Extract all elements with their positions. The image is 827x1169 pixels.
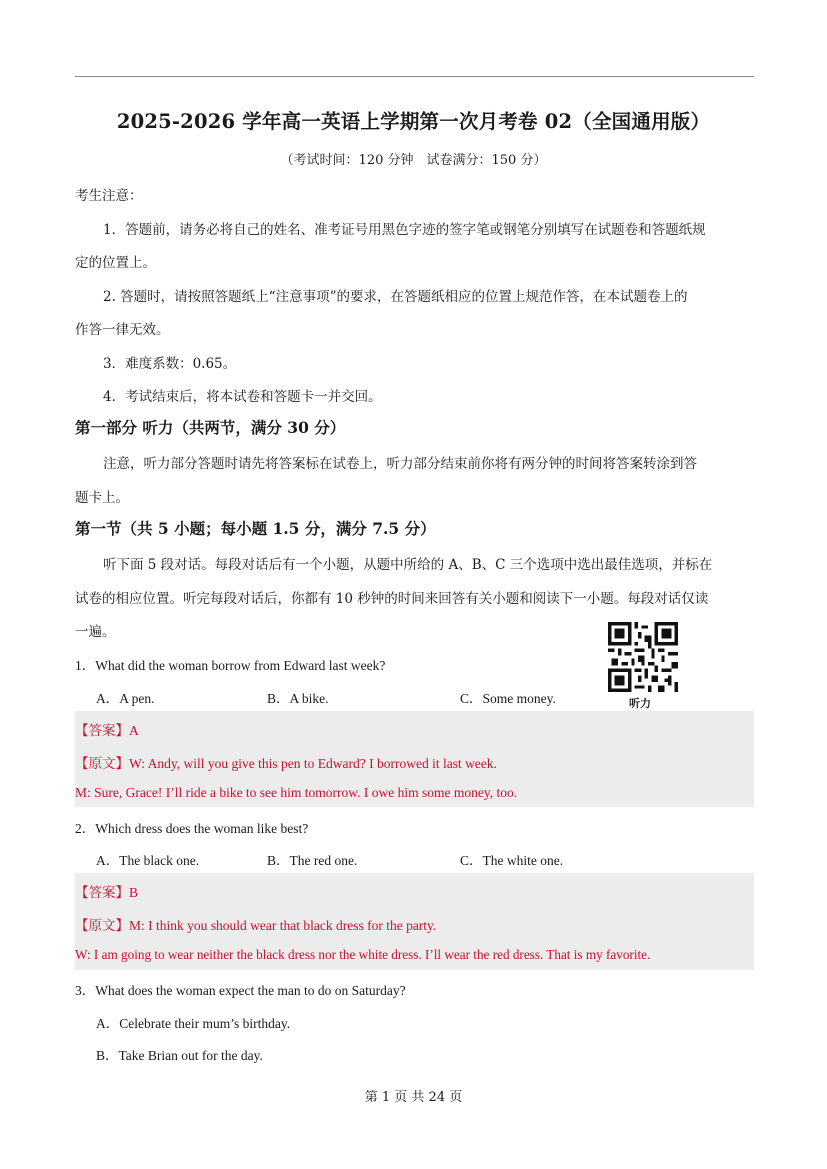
qr-label: 听力 xyxy=(629,697,651,710)
q2-transcript xyxy=(75,914,436,934)
q1-option-b: B．A bike. xyxy=(267,691,329,706)
notice-item-1: 1．答题前，请务必将自己的姓名、准考证号用黑色字迹的签字笔或钢笔分别填写在试题卷和答题纸规 xyxy=(103,222,706,238)
notice-item-4: 4．考试结束后，将本试卷和答题卡一并交回。 xyxy=(103,389,382,405)
q2-option-b: B．The red one. xyxy=(267,853,358,868)
q1-option-c: C．Some money. xyxy=(460,691,556,706)
section1-instructions-3: 一遍。 xyxy=(75,624,116,640)
q1-option-a: A．A pen. xyxy=(96,691,155,706)
q2-answer xyxy=(75,881,138,901)
section1-instructions-2: 试卷的相应位置。听完每段对话后，你都有 10 秒钟的时间来回答有关小题和阅读下一小题。每段对话仅读 xyxy=(75,591,709,607)
notice-item-2-cont: 作答一律无效。 xyxy=(75,322,170,338)
notice-item-3: 3．难度系数：0.65。 xyxy=(103,356,237,372)
transcript-line-1: M: I think you should wear that black dress for the party. xyxy=(129,918,437,933)
q3-option-b: B．Take Brian out for the day. xyxy=(96,1048,263,1063)
q1-transcript-line-2: M: Sure, Grace! I’ll ride a bike to see him tomorrow. I owe him some money, too. xyxy=(75,785,518,800)
transcript-line-1: W: Andy, will you give this pen to Edward? I borrowed it last week. xyxy=(129,756,497,771)
exam-info: （考试时间：120 分钟 试卷满分：150 分） xyxy=(280,153,547,168)
header-rule xyxy=(75,76,754,77)
notice-item-1-cont: 定的位置上。 xyxy=(75,255,156,271)
q2-option-a: A．The black one. xyxy=(96,853,200,868)
q2-option-c: C．The white one. xyxy=(460,853,564,868)
part1-note-cont: 题卡上。 xyxy=(75,490,129,506)
page-number: 第 1 页 共 24 页 xyxy=(364,1090,463,1105)
answer-tag: 【答案】 xyxy=(75,885,129,901)
transcript-tag: 【原文】 xyxy=(75,918,129,934)
section1-instructions: 听下面 5 段对话。每段对话后有一个小题，从题中所给的 A、B、C 三个选项中选出最佳选项，并标在 xyxy=(103,557,713,573)
section1-heading: 第一节（共 5 小题；每小题 1.5 分，满分 7.5 分） xyxy=(75,519,436,538)
question-3: 3．What does the woman expect the man to do on Saturday? xyxy=(75,983,406,998)
question-1: 1．What did the woman borrow from Edward last week? xyxy=(75,658,386,673)
part1-note: 注意，听力部分答题时请先将答案标在试卷上，听力部分结束前你将有两分钟的时间将答案转涂到答 xyxy=(103,456,697,472)
transcript-tag: 【原文】 xyxy=(75,756,129,772)
answer-value: B xyxy=(129,885,139,900)
answer-tag: 【答案】 xyxy=(75,723,129,739)
q2-transcript-line-2: W: I am going to wear neither the black dress nor the white dress. I’ll wear the red dress. That is my favorite. xyxy=(75,947,651,962)
page-title: 2025-2026 学年高一英语上学期第一次月考卷 02（全国通用版） xyxy=(116,110,711,133)
notice-heading: 考生注意： xyxy=(75,188,143,204)
question-2: 2．Which dress does the woman like best? xyxy=(75,821,309,836)
part1-heading: 第一部分 听力（共两节，满分 30 分） xyxy=(75,418,346,437)
qr-code-icon xyxy=(608,622,678,692)
answer-value: A xyxy=(129,723,139,738)
q1-answer xyxy=(75,719,139,739)
q1-transcript xyxy=(75,752,497,772)
notice-item-2: 2. 答题时，请按照答题纸上“注意事项”的要求，在答题纸相应的位置上规范作答，在本试题卷上的 xyxy=(103,289,688,305)
q3-option-a: A．Celebrate their mum’s birthday. xyxy=(96,1016,291,1031)
